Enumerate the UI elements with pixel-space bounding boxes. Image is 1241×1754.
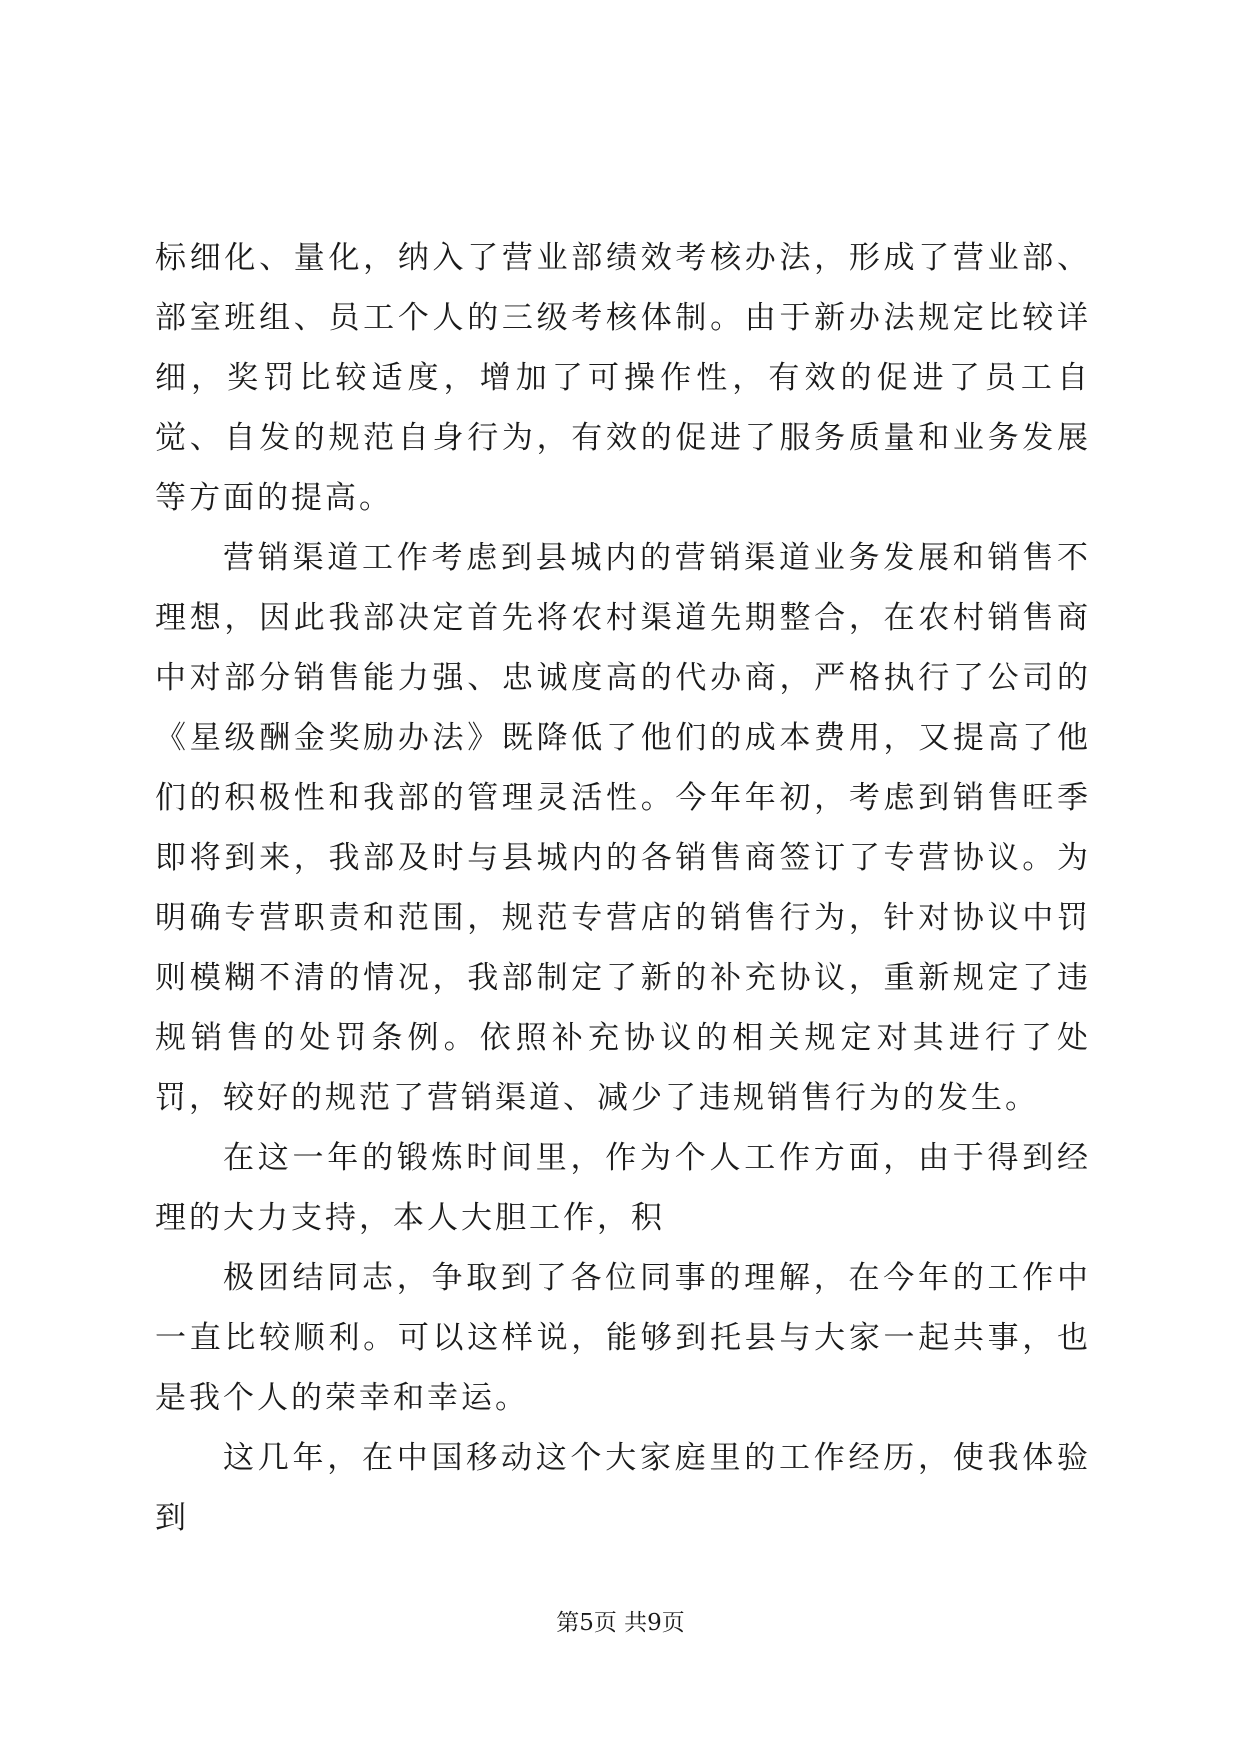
paragraph: 极团结同志，争取到了各位同事的理解，在今年的工作中一直比较顺利。可以这样说，能够到托县与大家一起共事，也是我个人的荣幸和幸运。 [155,1260,1091,1416]
document-body [155,228,1091,1548]
page-footer: 第5页 共9页 [556,1610,685,1636]
paragraph: 营销渠道工作考虑到县城内的营销渠道业务发展和销售不理想，因此我部决定首先将农村渠道先期整合，在农村销售商中对部分销售能力强、忠诚度高的代办商，严格执行了公司的《星级酬金奖励办法》既降低了他们的成本费用，又提高了他们的积极性和我部的管理灵活性。今年年初，考虑到销售旺季即将到来，我部及时与县城内的各销售商签订了专营协议。为明确专营职责和范围，规范专营店的销售行为，针对协议中罚则模糊不清的情况，我部制定了新的补充协议，重新规定了违规销售的处罚条例。依照补充协议的相关规定对其进行了处罚，较好的规范了营销渠道、减少了违规销售行为的发生。 [155,540,1091,1116]
paragraph: 标细化、量化，纳入了营业部绩效考核办法，形成了营业部、部室班组、员工个人的三级考核体制。由于新办法规定比较详细，奖罚比较适度，增加了可操作性，有效的促进了员工自觉、自发的规范自身行为，有效的促进了服务质量和业务发展等方面的提高。 [155,240,1091,516]
paragraph: 在这一年的锻炼时间里，作为个人工作方面，由于得到经理的大力支持，本人大胆工作，积 [155,1140,1091,1236]
paragraph: 这几年，在中国移动这个大家庭里的工作经历，使我体验到 [155,1440,1091,1536]
